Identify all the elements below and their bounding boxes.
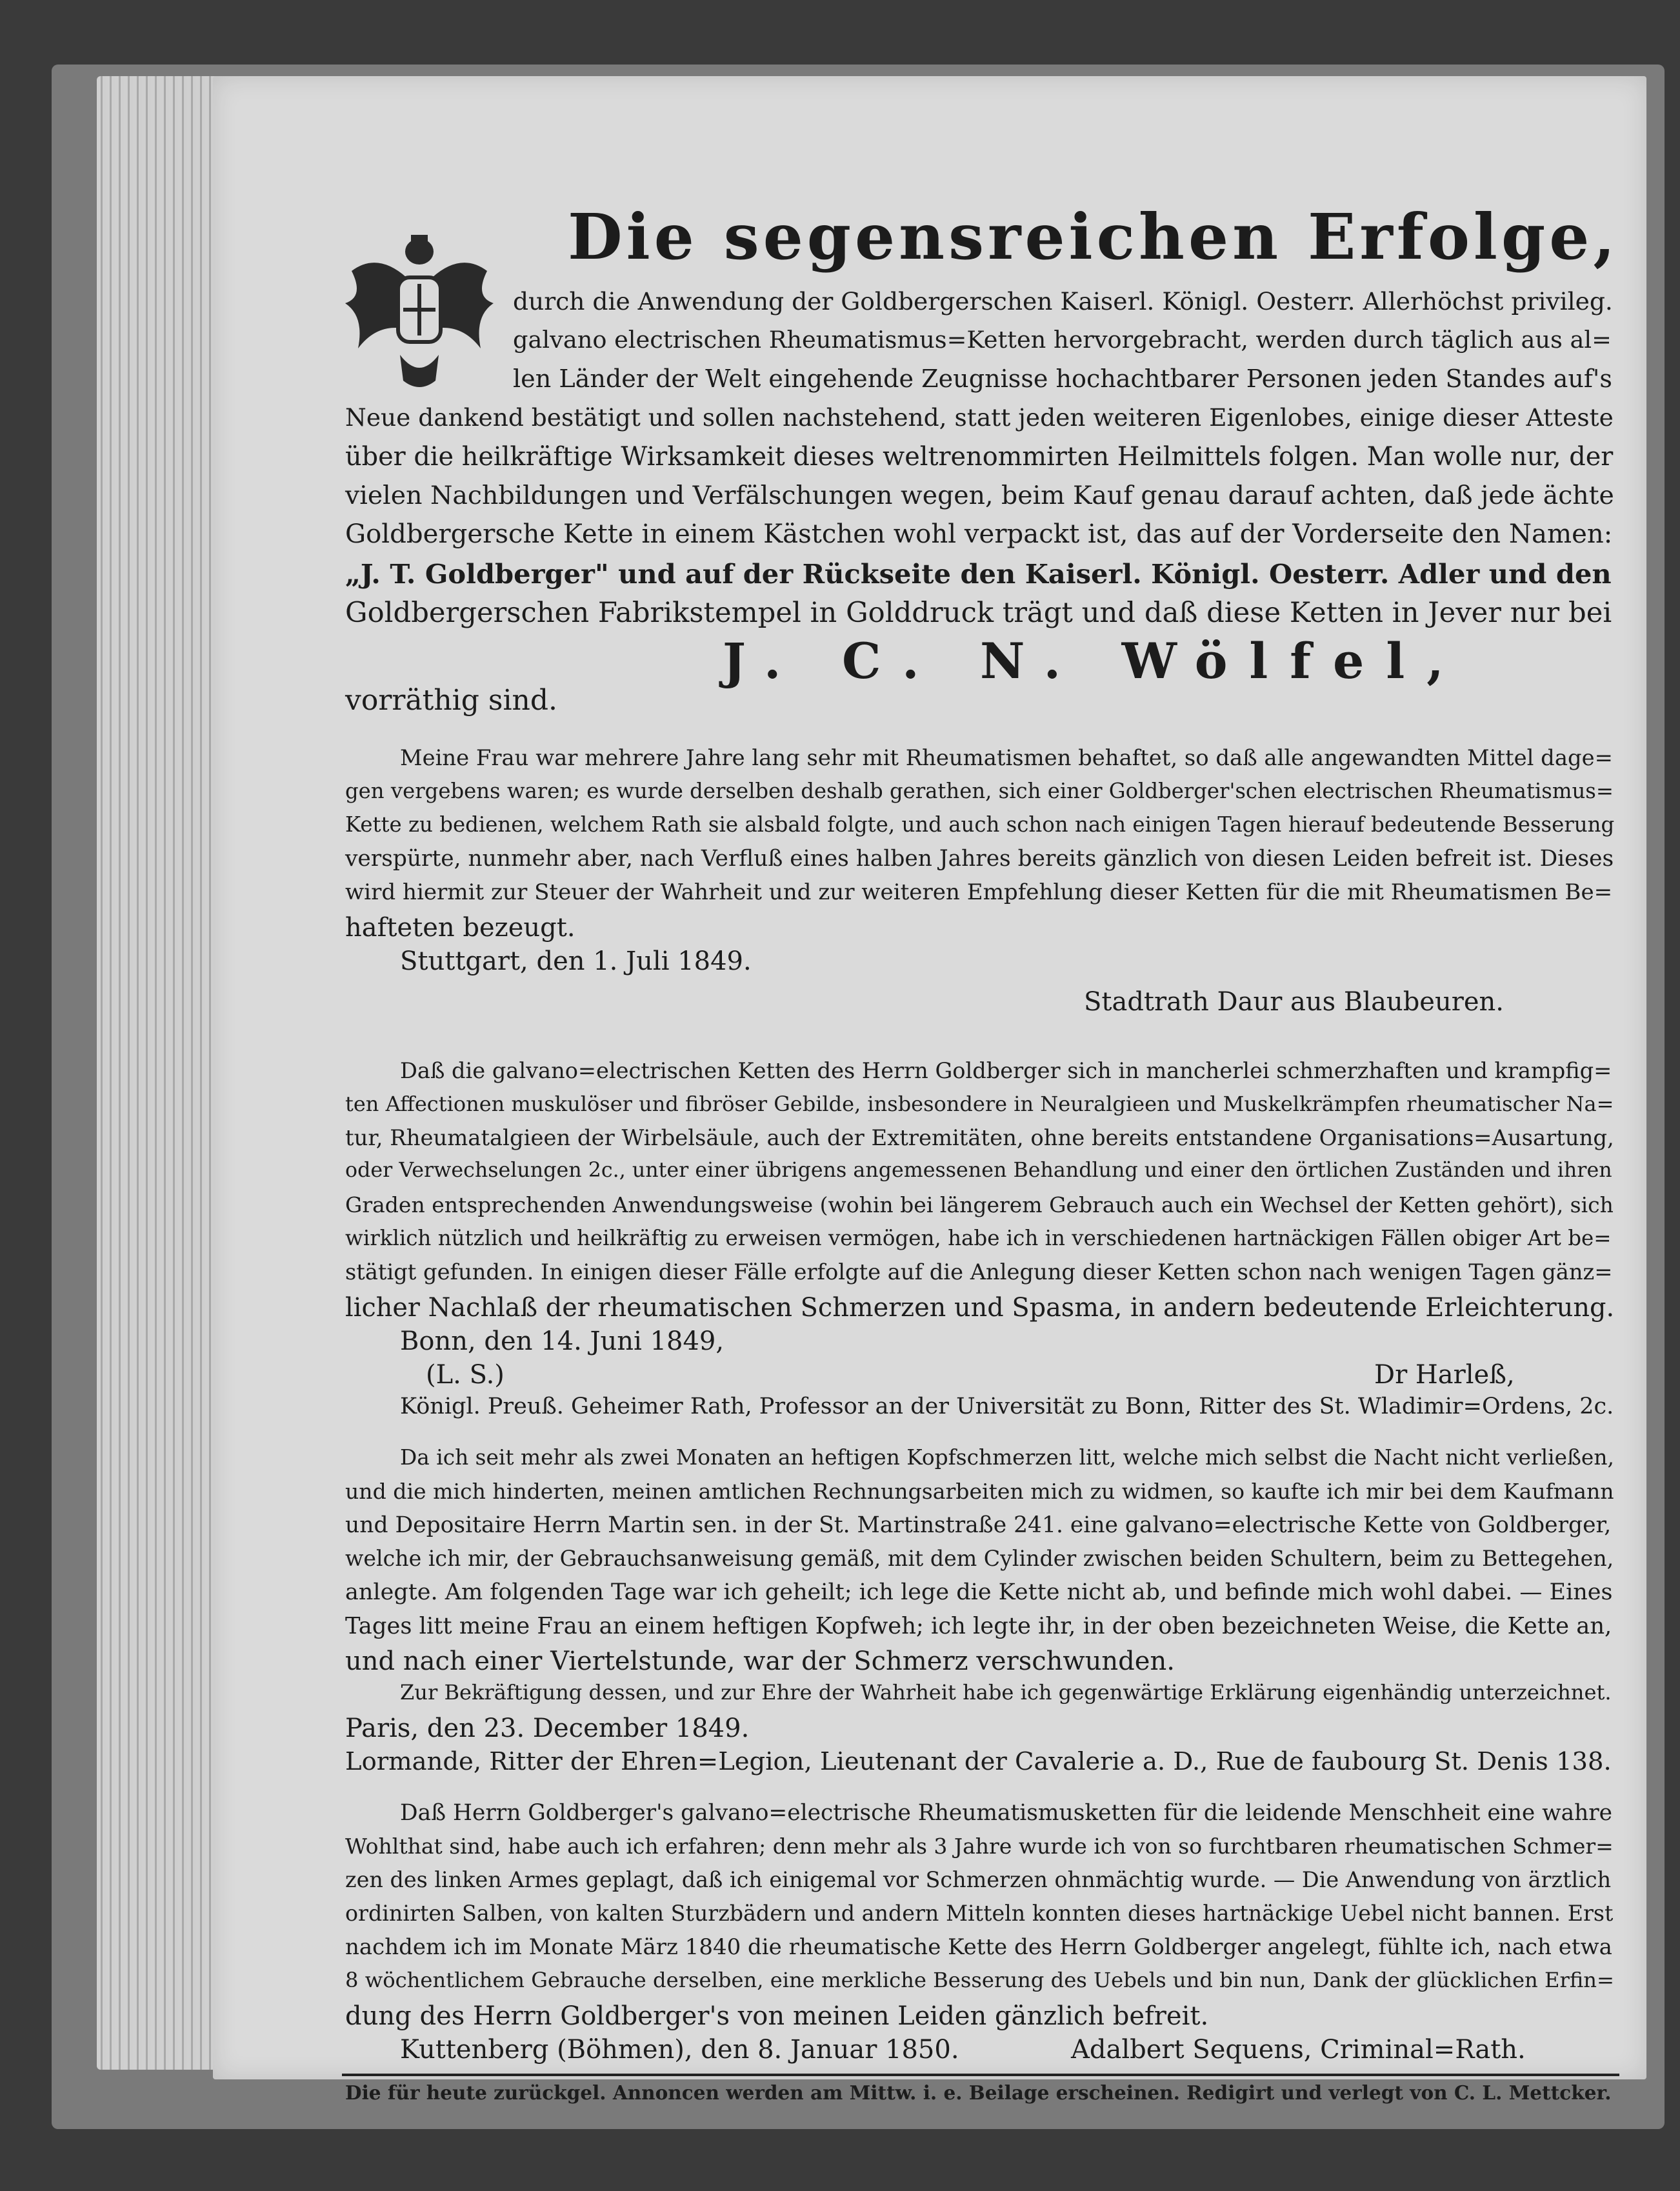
testimonial-line: Kette zu bedienen, welchem Rath sie alsbald folgte, und auch schon nach einigen Tagen hierauf bedeutende Besserung <box>345 812 1615 837</box>
testimonial-line: zen des linken Armes geplagt, daß ich einigemal vor Schmerzen ohnmächtig wurde. — Die Anwendung von ärztlich <box>345 1867 1612 1892</box>
testimonial-line: und nach einer Viertelstunde, war der Schmerz verschwunden. <box>345 1646 1175 1676</box>
testimonial-line: Daß die galvano=electrischen Ketten des Herrn Goldberger sich in mancherlei schmerzhaften und krampfig= <box>400 1058 1612 1083</box>
testimonial-line: Wohlthat sind, habe auch ich erfahren; denn mehr als 3 Jahre wurde ich von so furchtbaren rheumatischen Schmer= <box>345 1834 1614 1859</box>
intro-line: über die heilkräftige Wirksamkeit dieses weltrenommirten Heilmittels folgen. Man wolle nur, der <box>345 442 1614 472</box>
testimonial-line: licher Nachlaß der rheumatischen Schmerzen und Spasma, in andern bedeutende Erleichterung. <box>345 1293 1615 1323</box>
vendor-name: J. C. N. Wölfel, <box>723 632 1466 690</box>
testimonial-line: Da ich seit mehr als zwei Monaten an heftigen Kopfschmerzen litt, welche mich selbst die Nacht nicht verließen, <box>400 1445 1614 1470</box>
signature: Lormande, Ritter der Ehren=Legion, Lieutenant der Cavalerie a. D., Rue de faubourg St. Denis 138. <box>345 1747 1612 1776</box>
vendor-suffix: vorräthig sind. <box>345 684 558 717</box>
signature: Adalbert Sequens, Criminal=Rath. <box>1071 2035 1526 2065</box>
footer-line: Die für heute zurückgel. Annoncen werden am Mittw. i. e. Beilage erscheinen. Redigirt und verlegt von C. L. Mettcker. <box>345 2081 1612 2104</box>
intro-line: durch die Anwendung der Goldbergerschen Kaiserl. Königl. Oesterr. Allerhöchst privileg. <box>513 287 1613 315</box>
intro-line: galvano electrischen Rheumatismus=Ketten hervorgebracht, werden durch täglich aus al= <box>513 326 1612 354</box>
testimonial-line: welche ich mir, der Gebrauchsanweisung gemäß, mit dem Cylinder zwischen beiden Schultern, beim zu Bettegehen, <box>345 1546 1614 1571</box>
testimonial-line: Graden entsprechenden Anwendungsweise (wohin bei längerem Gebrauch auch ein Wechsel der Ketten gehört), sich <box>345 1192 1614 1217</box>
testimonial-line: stätigt gefunden. In einigen dieser Fälle erfolgte auf die Anlegung dieser Ketten schon nach wenigen Tagen gänz= <box>345 1259 1613 1285</box>
place-date: Stuttgart, den 1. Juli 1849. <box>400 946 752 976</box>
testimonial-line: und die mich hinderten, meinen amtlichen Rechnungsarbeiten mich zu widmen, so kaufte ich mir bei dem Kaufmann <box>345 1479 1614 1504</box>
testimonial-line: ordinirten Salben, von kalten Sturzbädern und andern Mitteln konnten dieses hartnäckige Uebel nicht bannen. Erst <box>345 1901 1614 1926</box>
footer-rule <box>342 2074 1619 2076</box>
place-date: Bonn, den 14. Juni 1849, <box>400 1326 725 1356</box>
headline: Die segensreichen Erfolge, <box>568 200 1619 274</box>
testimonial-line: Tages litt meine Frau an einem heftigen Kopfweh; ich legte ihr, in der oben bezeichneten Weise, die Kette an, <box>345 1613 1612 1639</box>
testimonial-line: nachdem ich im Monate März 1840 die rheumatische Kette des Herrn Goldberger angelegt, fühlte ich, nach etwa <box>345 1934 1612 1960</box>
signature: Stadtrath Daur aus Blaubeuren. <box>1084 987 1504 1017</box>
place-date: Paris, den 23. December 1849. <box>345 1714 750 1743</box>
intro-line: Goldbergersche Kette in einem Kästchen wohl verpackt ist, das auf der Vorderseite den Namen: <box>345 519 1613 549</box>
signature: Dr Harleß, <box>1374 1360 1515 1390</box>
testimonial-line: Meine Frau war mehrere Jahre lang sehr mit Rheumatismen behaftet, so daß alle angewandten Mittel dage= <box>400 745 1613 770</box>
signer-title: Königl. Preuß. Geheimer Rath, Professor an der Universität zu Bonn, Ritter des St. Wladimir=Ordens, 2c. <box>400 1394 1614 1419</box>
testimonial-line: wirklich nützlich und heilkräftig zu erweisen vermögen, habe ich in verschiedenen hartnäckigen Fällen obiger Art be= <box>345 1226 1612 1250</box>
testimonial-line: ten Affectionen muskulöser und fibröser Gebilde, insbesondere in Neuralgieen und Muskelkrämpfen rheumatischer Na= <box>345 1092 1614 1116</box>
testimonial-line: verspürte, nunmehr aber, nach Verfluß eines halben Jahres bereits gänzlich von diesen Leiden befreit ist. Dieses <box>345 846 1614 872</box>
testimonial-line: dung des Herrn Goldberger's von meinen Leiden gänzlich befreit. <box>345 2001 1209 2031</box>
testimonial-line: anlegte. Am folgenden Tage war ich geheilt; ich lege die Kette nicht ab, und befinde mich wohl dabei. — Eines <box>345 1579 1613 1605</box>
intro-line: Neue dankend bestätigt und sollen nachstehend, statt jeden weiteren Eigenlobes, einige dieser Atteste <box>345 403 1614 432</box>
place-date: Kuttenberg (Böhmen), den 8. Januar 1850. <box>400 2035 959 2065</box>
intro-line: Goldbergerschen Fabrikstempel in Golddruck trägt und daß diese Ketten in Jever nur bei <box>345 597 1612 629</box>
double-eagle-emblem-icon <box>339 226 500 394</box>
testimonial-line: hafteten bezeugt. <box>345 913 575 943</box>
testimonial-line: und Depositaire Herrn Martin sen. in der St. Martinstraße 241. eine galvano=electrische Kette von Goldberger, <box>345 1512 1612 1538</box>
testimonial-line: 8 wöchentlichem Gebrauche derselben, eine merkliche Besserung des Uebels und bin nun, Dank der glücklichen Erfin= <box>345 1968 1615 1992</box>
testimonial-line: Daß Herrn Goldberger's galvano=electrische Rheumatismusketten für die leidende Menschheit eine wahre <box>400 1800 1613 1826</box>
testimonial-line: oder Verwechselungen 2c., unter einer übrigens angemessenen Behandlung und einer den örtlichen Zuständen und ihren <box>345 1159 1612 1182</box>
testimonial-line: wird hiermit zur Steuer der Wahrheit und zur weiteren Empfehlung dieser Ketten für die mit Rheumatismen Be= <box>345 879 1613 905</box>
testimonial-line: Zur Bekräftigung dessen, und zur Ehre der Wahrheit habe ich gegenwärtige Erklärung eigenhändig unterzeichnet. <box>400 1680 1612 1705</box>
intro-line: vielen Nachbildungen und Verfälschungen wegen, beim Kauf genau darauf achten, daß jede ächte <box>345 481 1614 510</box>
intro-line: len Länder der Welt eingehende Zeugnisse hochachtbarer Personen jeden Standes auf's <box>513 365 1612 393</box>
testimonial-line: gen vergebens waren; es wurde derselben deshalb gerathen, sich einer Goldberger'schen electrischen Rheumatismus= <box>345 779 1614 803</box>
seal: (L. S.) <box>426 1360 505 1390</box>
intro-line: „J. T. Goldberger" und auf der Rückseite den Kaiserl. Königl. Oesterr. Adler und den <box>345 558 1612 590</box>
testimonial-line: tur, Rheumatalgieen der Wirbelsäule, auch der Extremitäten, ohne bereits entstandene Organisations=Ausartung, <box>345 1125 1614 1150</box>
